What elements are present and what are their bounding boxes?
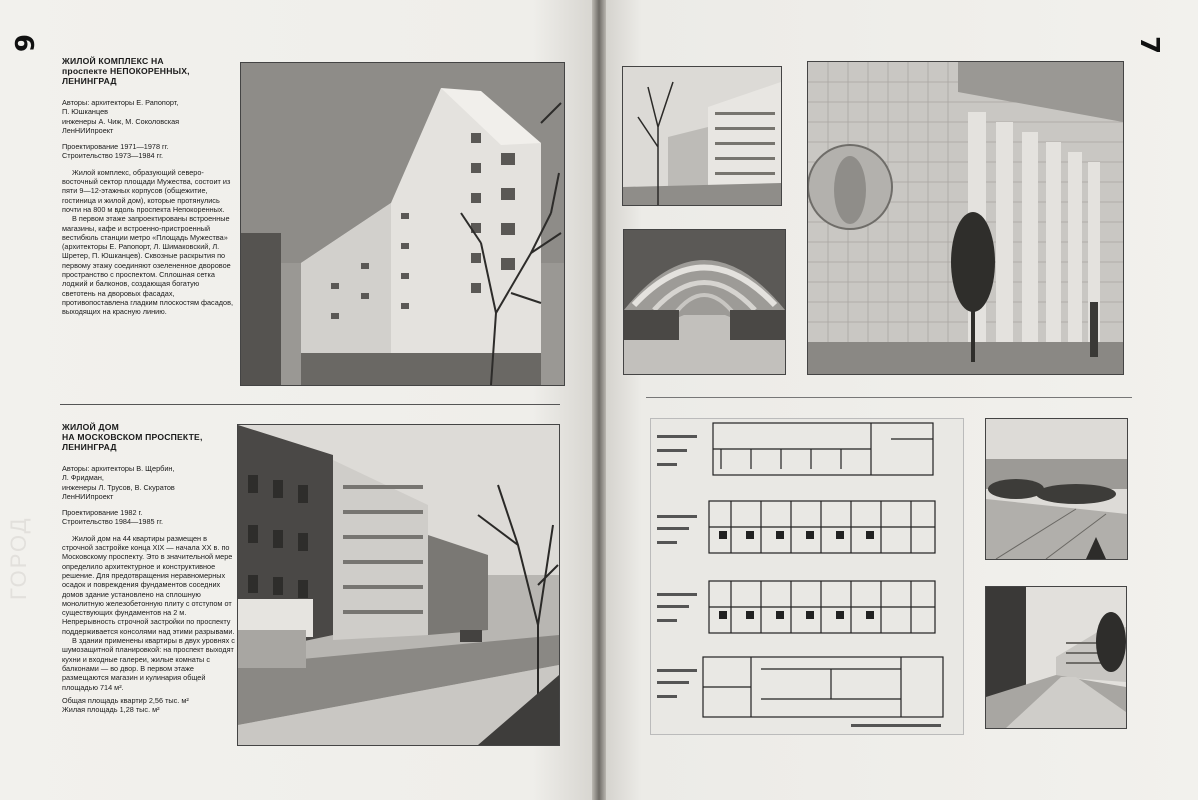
article1-dates bbox=[62, 142, 234, 161]
article2-area-living: Жилая площадь 1,28 тыс. м² bbox=[62, 705, 160, 715]
photo-residential-complex bbox=[240, 62, 565, 386]
article2-dates bbox=[62, 508, 236, 527]
article1-authors-line1: Авторы: архитекторы Е. Рапопорт, bbox=[62, 98, 179, 107]
section-divider-right bbox=[646, 397, 1132, 398]
photo-prospect-street bbox=[985, 586, 1127, 729]
page-number-left: 6 bbox=[8, 33, 39, 53]
article1-authors bbox=[62, 98, 234, 135]
book-gutter bbox=[592, 0, 606, 800]
article2-title-line1: ЖИЛОЙ ДОМ bbox=[62, 422, 119, 432]
article1-title-line1: ЖИЛОЙ КОМПЛЕКС НА bbox=[62, 56, 164, 66]
article2-title bbox=[62, 422, 236, 452]
article2-body1: Жилой дом на 44 квартиры размещен в строчной застройке конца XIX — начала XX в. по Московскому проспекту. Это в значительной мере определило архитектурное и конструктивное решение. Для предотвращения неравномерных осадок и повреждения фундаментов соседних домов здание установлено на сплошную монолитную железобетонную плиту с отступом от существующих фундаментов на 2 м. Непрерывность строчной застройки по проспекту поддерживается консолями над этими разрывами. bbox=[62, 533, 235, 636]
floor-plans-drawing bbox=[650, 418, 964, 735]
page-number-right: 7 bbox=[1134, 35, 1165, 55]
article2-authors-line2: Л. Фридман, bbox=[62, 473, 104, 483]
article1-design: Проектирование 1971—1978 гг. bbox=[62, 142, 169, 152]
article2-title-line2: НА МОСКОВСКОМ ПРОСПЕКТЕ, bbox=[62, 432, 203, 442]
article1-title-line2: проспекте НЕПОКОРЕННЫХ, bbox=[62, 66, 190, 76]
article1-title bbox=[62, 56, 234, 86]
article2-authors-line4: ЛенНИИпроект bbox=[62, 491, 114, 501]
article1-authors-line3: инженеры А. Чиж, М. Соколовская bbox=[62, 116, 180, 126]
section-divider-left bbox=[60, 404, 560, 405]
article2-authors-line3: инженеры Л. Трусов, В. Скуратов bbox=[62, 482, 175, 492]
article2-area-total: Общая площадь квартир 2,56 тыс. м² bbox=[62, 695, 189, 705]
article2-authors bbox=[62, 464, 236, 501]
article1-body1: Жилой комплекс, образующий северо-восточный сектор площади Мужества, состоит из пяти 9—12-этажных корпусов (общежитие, гостиница и жилой дом), которые протянулись почти на 800 м вдоль проспекта Непокоренных. bbox=[62, 167, 231, 214]
photo-metro-station-hall bbox=[623, 229, 786, 375]
article2-body2: В здании применены квартиры в двух уровнях с шумозащитной планировкой: на проспект выходят кухни и входные галереи, жилые комнаты с балконами — во двор. В первом этаже размещаются магазин и кулинария общей площадью 714 м². bbox=[62, 636, 235, 692]
photo-building-row bbox=[622, 66, 782, 206]
article1-text bbox=[62, 56, 234, 317]
side-label: ГОРОД bbox=[6, 516, 31, 600]
photo-colonnade-relief bbox=[807, 61, 1124, 375]
photo-prospect-aerial bbox=[985, 418, 1128, 560]
article1-body2: В первом этаже запроектированы встроенные магазины, кафе и встроенно-пристроенный вестибюль станции метро «Площадь Мужества» (архитекторы Е. Рапопорт, Л. Шимаковский, Л. Шретер, П. Юшканцев). Сквозные раскрытия по первому этажу соединяют озелененное дворовое пространство с проспектом. Сплошная сетка лоджий и балконов, создающая богатую светотень на дворовых фасадах, противопоставлена гладким плоскостям фасадов, выходящих на красную линию. bbox=[62, 214, 233, 317]
article2-title-line3: ЛЕНИНГРАД bbox=[62, 442, 117, 452]
article2-authors-line1: Авторы: архитекторы В. Щербин, bbox=[62, 464, 175, 473]
article1-authors-line2: П. Юшканцев bbox=[62, 107, 108, 117]
article2-design: Проектирование 1982 г. bbox=[62, 508, 143, 518]
article1-construction: Строительство 1973—1984 гг. bbox=[62, 151, 164, 161]
photo-moskovsky-prospekt bbox=[237, 424, 560, 746]
article1-title-line3: ЛЕНИНГРАД bbox=[62, 76, 117, 86]
article1-authors-line4: ЛенНИИпроект bbox=[62, 125, 114, 135]
article2-construction: Строительство 1984—1985 гг. bbox=[62, 517, 164, 527]
article2-text bbox=[62, 422, 236, 714]
